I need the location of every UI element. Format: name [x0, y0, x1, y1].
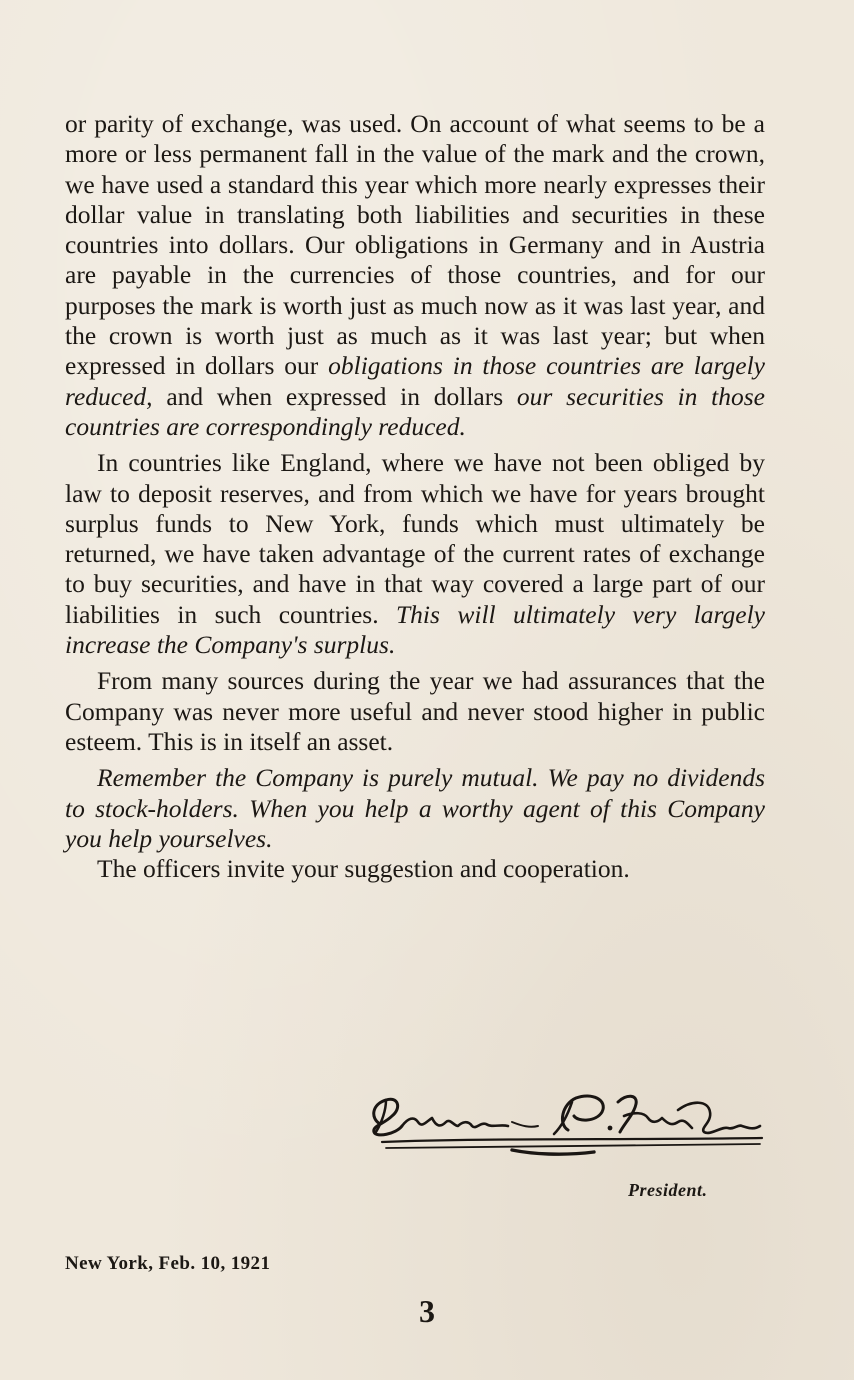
place-date-line: New York, Feb. 10, 1921: [65, 1253, 271, 1274]
letter-body: [65, 109, 765, 884]
paragraph-mutual: [65, 763, 765, 854]
text-segment-italic: This will ultimately very largely increase the Company's surplus.: [65, 599, 766, 660]
paragraph-cooperation: [65, 854, 765, 884]
handwritten-signature: [362, 1082, 772, 1172]
text-segment: In countries like England, where we have not been obliged by law to deposit reserves, and from which we have for years brought surplus funds to New York, funds which must ultimately be returned, we have taken advantage of the current rates of exchange to buy securities, and have in that way covered a large part of our liabilities in such countries.: [65, 448, 765, 629]
text-segment-italic: our securities in those countries are correspondingly reduced.: [65, 381, 765, 441]
text-segment: and when expressed in dollars: [152, 381, 517, 411]
paragraph-england: [65, 448, 765, 660]
text-segment: The officers invite your suggestion and cooperation.: [97, 854, 630, 884]
text-segment-italic: Remember the Company is purely mutual. We pay no dividends to stock-holders. When you help a worthy agent of this Company you help yourselves.: [65, 763, 765, 853]
page-number: 3: [419, 1293, 435, 1329]
signatory-title: President.: [628, 1180, 708, 1200]
paragraph-esteem: [65, 666, 765, 757]
text-segment: or parity of exchange, was used. On account of what seems to be a more or less permanent fall in the value of the mark and the crown, we have used a standard this year which more nearly expresses their dollar value in translating both liabilities and securities in these countries into dollars. Our obligations in Germany and in Austria are payable in the currencies of those countries, and for our purposes the mark is worth just as much now as it was last year, and the crown is worth just as much as it was last year; but when expressed in dollars our: [65, 109, 765, 381]
text-segment: From many sources during the year we had assurances that the Company was never more useful and never stood higher in public esteem. This is in itself an asset.: [65, 666, 765, 756]
text-segment-italic: obligations in those countries are largely reduced,: [65, 351, 765, 411]
paragraph-exchange: [65, 109, 765, 442]
